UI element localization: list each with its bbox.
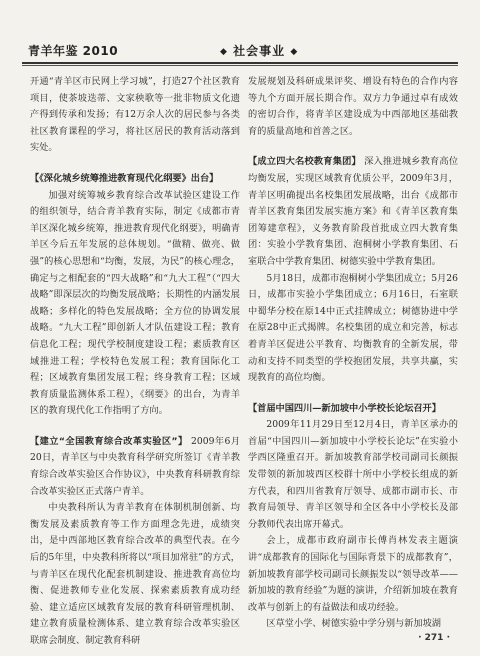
paragraph: 会上，成都市政府副市长傅肖林发表主题演讲“成都教育的国际化与国际背景下的成都教育”，新加坡教育部学校司副司长颜振发以“领导改革——新加坡的教育经验”为题的演讲，介绍新加坡在教育改革与创新上的有益做法和成功经验。 [248,535,458,613]
left-column [30,74,240,650]
section-label: 社会事业 [233,44,286,58]
section-heading: 【首届中国四川—新加坡中小学校长论坛召开】 [248,402,441,414]
paragraph: 5月18日，成都市泡桐树小学集团成立；5月26日，成都市实验小学集团成立；6月16日，石室联中蜀华分校在原14中正式挂牌成立；树德协进中学在原28中正式揭牌。名校集团的成立和完善，标志着青羊区促进公平教育、均衡教育的全新发展，带动和支持不同类型的学校抱团发展，共享共赢，实现教育的高位均衡。 [248,272,458,384]
paragraph: 深入推进城乡教育高位均衡发展，实现区域教育优质公平，2009年3月，青羊区明确提出名校集团发展战略，出台《成都市青羊区教育集团发展实施方案》和《青羊区教育集团筹建章程》，义务教育阶段首批成立四大教育集团：实验小学教育集团、泡桐树小学教育集团、石室联合中学教育集团、树德实验中学教育集团。 [248,156,459,267]
diamond-icon: ◆ [290,47,299,57]
running-header [22,40,458,60]
paragraph: 2009年11月29日至12月4日，青羊区承办的首届“中国四川—新加坡中小学校长论坛”在实验小学西区隆重召开。新加坡教育部学校司副司长颜振发带领的新加坡西区校群十所中小学校长组成的新方代表，和四川省教育厅领导、成都市副市长、市教育局领导、青羊区领导和全区各中小学校长及部分教师代表出席开幕式。 [248,419,458,530]
paragraph: 2009年6月20日，青羊区与中央教育科学研究所签订《青羊教育综合改革实验区合作协议》，中央教育科研教育综合改革实验区正式落户青羊。 [30,435,241,497]
section-heading: 【《深化城乡统筹推进教育现代化纲要》出台】 [30,172,219,184]
paragraph: 开通“青羊区市民网上学习城”，打造27个社区教育项目，使茶坡迭蒂、文家秧歌等一批非物质文化遗产得到传承和发扬；有12万余人次的居民参与各类社区教育课程的学习，将社区居民的教育活动落到实处。 [30,76,240,154]
paragraph: 中央教科所认为青羊教育在体制机制创新、均衡发展及素质教育等工作方面理念先进，成绩突出，是中西部地区教育综合改革的典型代表。在今后的5年里，中央教科所将以“项目加常驻”的方式，与青羊区在现代化配套机制建设、推进教育高位均衡、促进教师专业化发展、探索素质教育成功经验、建立适应区域教育发展的教育科研管理机制、建立教育质量检测体系、建立教育综合改革实验区联席会制度、制定教育科研 [30,502,240,646]
header-rule-thin [22,65,458,66]
page-number: · 271 · [418,633,450,643]
yearbook-title: 青羊年鉴 2010 [28,44,119,58]
section-heading: 【成立四大名校教育集团】 [248,156,361,168]
diamond-icon: ◆ [220,47,228,57]
paragraph: 发展规划及科研成果评奖、增设有特色的合作内容等九个方面开展长期合作。双方力争通过卓有成效的密切合作，将青羊区建设成为中西部地区基础教育的质量高地和首善之区。 [248,76,458,137]
paragraph: 区草堂小学、树德实验中学分别与新加坡湖 [266,618,441,630]
right-column [248,74,458,633]
paragraph: 加强对统筹城乡教育综合改革试验区建设工作的组织领导，结合青羊教育实际，制定《成都市青羊区深化城乡统筹，推进教育现代化纲要》，明确青羊区今后五年发展的总体规划。“做精、做亮、做强”的核心思想和“均衡，发展，为民”的核心理念，确定与之相配套的“四大战略”和“九大工程”（“四大战略”即深层次的均衡发展战略；长期性的内涵发展战略；多样化的特色发展战略；全方位的协调发展战略。“九大工程”即创新人才队伍建设工程；教育信息化工程；现代学校制度建设工程；素质教育区域推进工程；学校特色发展工程；教育国际化工程；区域教育集团发展工程；终身教育工程；区域教育质量监测体系工程），《纲要》的出台，为青羊区的教育现代化工作指明了方向。 [30,189,240,417]
header-rule [22,62,458,64]
section-heading: 【建立“全国教育综合改革实验区”】 [30,435,188,447]
section-title [220,42,298,59]
